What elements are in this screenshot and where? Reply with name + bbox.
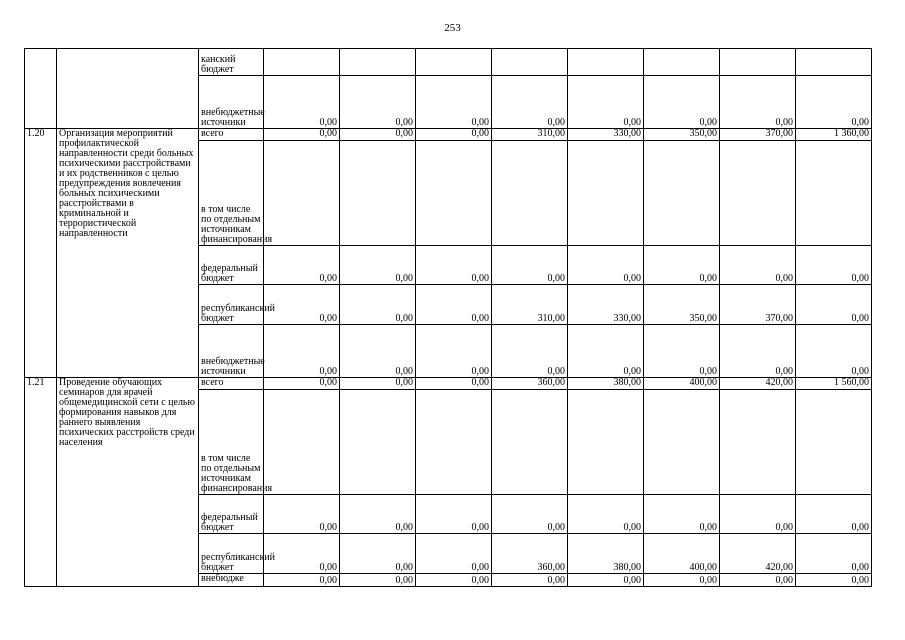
item-1-21-republican-row-value-6: 400,00	[644, 534, 720, 574]
item-1-21-federal-row-value-2: 0,00	[340, 495, 416, 534]
item-name: Проведение обучающих семинаров для врачей общемедицинской сети с целью формирования навыков для раннего выявления психических расстройств среди населения	[57, 378, 199, 587]
item-1-21-by-source-row-empty-7	[720, 390, 796, 495]
item-1-21-total-row-value-8: 1 560,00	[796, 378, 872, 390]
item-1-20-total-row-value-2: 0,00	[340, 129, 416, 141]
table-row	[25, 49, 872, 76]
item-1-20-federal-row-value-3: 0,00	[416, 246, 492, 285]
item-1-21-by-source-row-empty-1	[264, 390, 340, 495]
item-1-21-republican-row-value-1: 0,00	[264, 534, 340, 574]
source-label-extrabudgetary: внебюдже	[199, 574, 264, 587]
item-1-20-total-row-value-3: 0,00	[416, 129, 492, 141]
item-1-21-total-row-value-2: 0,00	[340, 378, 416, 390]
item-1-21-by-source-row-empty-4	[492, 390, 568, 495]
item-1-21-by-source-row-empty-8	[796, 390, 872, 495]
table-row	[25, 129, 872, 141]
item-1-20-republican-row-value-8: 0,00	[796, 285, 872, 325]
item-1-20-federal-row-value-5: 0,00	[568, 246, 644, 285]
republican-row-empty-4	[492, 49, 568, 76]
item-1-20-republican-row-value-3: 0,00	[416, 285, 492, 325]
item-1-21-total-row-value-7: 420,00	[720, 378, 796, 390]
item-1-20-extrabudgetary-row-value-8: 0,00	[796, 325, 872, 378]
item-1-21-extrabudgetary-row-value-6: 0,00	[644, 574, 720, 587]
item-1-20-total-row-value-4: 310,00	[492, 129, 568, 141]
item-1-20-total-row-value-7: 370,00	[720, 129, 796, 141]
item-1-21-extrabudgetary-row-value-5: 0,00	[568, 574, 644, 587]
extrabudgetary-row-value-5: 0,00	[568, 76, 644, 129]
item-1-20-extrabudgetary-row-value-2: 0,00	[340, 325, 416, 378]
item-1-20-federal-row-value-8: 0,00	[796, 246, 872, 285]
item-1-21-total-row-value-5: 380,00	[568, 378, 644, 390]
item-1-21-by-source-row-empty-2	[340, 390, 416, 495]
source-label-federal: федеральный бюджет	[199, 495, 264, 534]
item-1-21-federal-row-value-4: 0,00	[492, 495, 568, 534]
item-1-20-by-source-row-empty-3	[416, 141, 492, 246]
extrabudgetary-row-value-2: 0,00	[340, 76, 416, 129]
item-1-20-extrabudgetary-row-value-4: 0,00	[492, 325, 568, 378]
item-1-21-federal-row-value-6: 0,00	[644, 495, 720, 534]
item-1-21-federal-row-value-7: 0,00	[720, 495, 796, 534]
source-label-extrabudgetary: внебюджетные источники	[199, 325, 264, 378]
item-1-20-extrabudgetary-row-value-6: 0,00	[644, 325, 720, 378]
item-1-21-by-source-row-empty-6	[644, 390, 720, 495]
item-1-21-republican-row-value-4: 360,00	[492, 534, 568, 574]
source-label-total: всего	[199, 378, 264, 390]
item-number: 1.20	[25, 129, 57, 378]
item-1-21-republican-row-value-7: 420,00	[720, 534, 796, 574]
item-1-20-extrabudgetary-row-value-7: 0,00	[720, 325, 796, 378]
item-1-20-extrabudgetary-row-value-5: 0,00	[568, 325, 644, 378]
item-1-20-by-source-row-empty-1	[264, 141, 340, 246]
item-1-21-federal-row-value-8: 0,00	[796, 495, 872, 534]
item-1-20-extrabudgetary-row-value-3: 0,00	[416, 325, 492, 378]
item-1-21-by-source-row-empty-5	[568, 390, 644, 495]
republican-row-empty-3	[416, 49, 492, 76]
extrabudgetary-row-value-4: 0,00	[492, 76, 568, 129]
item-1-20-republican-row-value-4: 310,00	[492, 285, 568, 325]
item-1-20-by-source-row-empty-8	[796, 141, 872, 246]
item-1-20-by-source-row-empty-7	[720, 141, 796, 246]
item-1-20-by-source-row-empty-2	[340, 141, 416, 246]
item-1-20-by-source-row-empty-4	[492, 141, 568, 246]
item-1-20-republican-row-value-7: 370,00	[720, 285, 796, 325]
item-1-21-extrabudgetary-row-value-1: 0,00	[264, 574, 340, 587]
item-1-20-republican-row-value-5: 330,00	[568, 285, 644, 325]
source-label-republican: республиканский бюджет	[199, 285, 264, 325]
extrabudgetary-row-value-6: 0,00	[644, 76, 720, 129]
item-1-20-republican-row-value-1: 0,00	[264, 285, 340, 325]
source-label-total: всего	[199, 129, 264, 141]
republican-row-empty-1	[264, 49, 340, 76]
item-1-21-total-row-value-4: 360,00	[492, 378, 568, 390]
republican-row-empty-7	[720, 49, 796, 76]
item-1-21-republican-row-value-5: 380,00	[568, 534, 644, 574]
item-1-20-by-source-row-empty-6	[644, 141, 720, 246]
source-label-federal: федеральный бюджет	[199, 246, 264, 285]
item-1-21-by-source-row-empty-3	[416, 390, 492, 495]
item-1-21-extrabudgetary-row-value-8: 0,00	[796, 574, 872, 587]
page-number: 253	[444, 22, 461, 34]
item-1-21-republican-row-value-3: 0,00	[416, 534, 492, 574]
item-1-21-total-row-value-3: 0,00	[416, 378, 492, 390]
republican-row-empty-5	[568, 49, 644, 76]
republican-row-empty-8	[796, 49, 872, 76]
item-1-21-republican-row-value-8: 0,00	[796, 534, 872, 574]
item-1-20-total-row-value-5: 330,00	[568, 129, 644, 141]
republican-row-empty-2	[340, 49, 416, 76]
item-1-21-federal-row-value-1: 0,00	[264, 495, 340, 534]
republican-row-empty-6	[644, 49, 720, 76]
table-row	[25, 378, 872, 390]
source-label-by-source: в том числе по отдельным источникам финансирования	[199, 141, 264, 246]
item-1-21-republican-row-value-2: 0,00	[340, 534, 416, 574]
item-1-21-total-row-value-1: 0,00	[264, 378, 340, 390]
item-number: 1.21	[25, 378, 57, 587]
item-number-cell	[25, 49, 57, 129]
item-1-20-federal-row-value-6: 0,00	[644, 246, 720, 285]
source-label-by-source: в том числе по отдельным источникам финансирования	[199, 390, 264, 495]
item-1-21-total-row-value-6: 400,00	[644, 378, 720, 390]
item-1-20-federal-row-value-7: 0,00	[720, 246, 796, 285]
budget-table	[24, 48, 872, 587]
item-1-20-total-row-value-1: 0,00	[264, 129, 340, 141]
item-1-20-extrabudgetary-row-value-1: 0,00	[264, 325, 340, 378]
item-1-21-federal-row-value-5: 0,00	[568, 495, 644, 534]
item-1-21-extrabudgetary-row-value-7: 0,00	[720, 574, 796, 587]
item-1-21-extrabudgetary-row-value-2: 0,00	[340, 574, 416, 587]
source-label-republican: республиканский бюджет	[199, 534, 264, 574]
item-1-20-by-source-row-empty-5	[568, 141, 644, 246]
source-label: канский бюджет	[199, 49, 264, 76]
extrabudgetary-row-value-1: 0,00	[264, 76, 340, 129]
source-label: внебюджетные источники	[199, 76, 264, 129]
item-1-20-federal-row-value-4: 0,00	[492, 246, 568, 285]
extrabudgetary-row-value-3: 0,00	[416, 76, 492, 129]
item-1-21-federal-row-value-3: 0,00	[416, 495, 492, 534]
extrabudgetary-row-value-8: 0,00	[796, 76, 872, 129]
extrabudgetary-row-value-7: 0,00	[720, 76, 796, 129]
item-1-20-federal-row-value-2: 0,00	[340, 246, 416, 285]
item-1-20-total-row-value-8: 1 360,00	[796, 129, 872, 141]
item-1-20-federal-row-value-1: 0,00	[264, 246, 340, 285]
item-1-20-republican-row-value-2: 0,00	[340, 285, 416, 325]
item-1-20-republican-row-value-6: 350,00	[644, 285, 720, 325]
item-1-21-extrabudgetary-row-value-4: 0,00	[492, 574, 568, 587]
item-1-21-extrabudgetary-row-value-3: 0,00	[416, 574, 492, 587]
item-name-cell	[57, 49, 199, 129]
item-1-20-total-row-value-6: 350,00	[644, 129, 720, 141]
item-name: Организация мероприятий профилактической направленности среди больных психическими расстройствами и их родственников с целью предупреждения вовлечения больных психическими расстройствами в криминальной и террористической направленности	[57, 129, 199, 378]
